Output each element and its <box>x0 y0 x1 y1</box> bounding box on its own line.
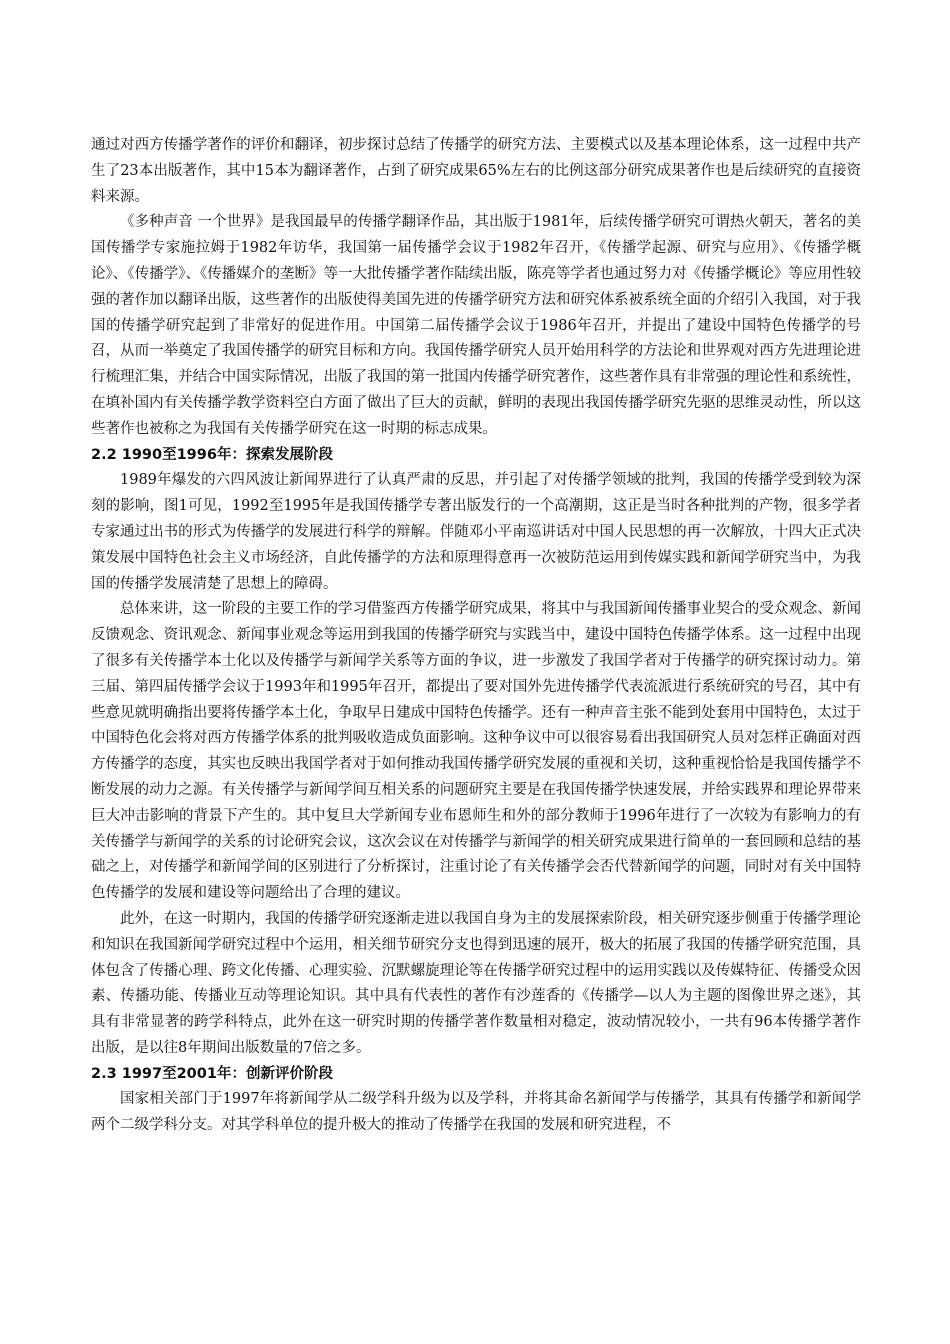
paragraph-2: 《多种声音 一个世界》是我国最早的传播学翻译作品，其出版于1981年，后续传播学研究可谓热火朝天，著名的美国传播学专家施拉姆于1982年访华，我国第一届传播学会议于1982年召开，《传播学起源、研究与应用》、《传播学概论》、《传播学》、《传播媒介的垄断》等一大批传播学著作陆续出版，陈亮等学者也通过努力对《传播学概论》等应用性较强的著作加以翻译出版，这些著作的出版使得美国先进的传播学研究方法和研究体系被系统全面的介绍引入我国，对于我国的传播学研究起到了非常好的促进作用。中国第二届传播学会议于1986年召开，并提出了建设中国特色传播学的号召，从而一举奠定了我国传播学的研究目标和方向。我国传播学研究人员开始用科学的方法论和世界观对西方先进理论进行梳理汇集，并结合中国实际情况，出版了我国的第一批国内传播学研究著作，这些著作具有非常强的理论性和系统性，在填补国内有关传播学教学资料空白方面了做出了巨大的贡献，鲜明的表现出我国传播学研究先驱的思维灵动性，所以这些著作也被称之为我国有关传播学研究在这一时期的标志成果。 <box>91 214 861 437</box>
paragraph-6: 国家相关部门于1997年将新闻学从二级学科升级为以及学科，并将其命名新闻学与传播学，其具有传播学和新闻学两个二级学科分支。对其学科单位的提升极大的推动了传播学在我国的发展和研究进程，不 <box>91 1091 861 1134</box>
document-body <box>91 133 861 1139</box>
paragraph-3: 1989年爆发的六四风波让新闻界进行了认真严肃的反思，并引起了对传播学领域的批判，我国的传播学受到较为深刻的影响，图1可见，1992至1995年是我国传播学专著出版发行的一个高潮期，这正是当时各种批判的产物，很多学者专家通过出书的形式为传播学的发展进行科学的辩解。伴随邓小平南巡讲话对中国人民思想的再一次解放，十四大正式决策发展中国特色社会主义市场经济，自此传播学的方法和原理得意再一次被防范运用到传媒实践和新闻学研究当中，为我国的传播学发展清楚了思想上的障碍。 <box>91 472 861 592</box>
section-heading-2-2: 2.2 1990至1996年：探索发展阶段 <box>91 446 333 463</box>
paragraph-4: 总体来讲，这一阶段的主要工作的学习借鉴西方传播学研究成果，将其中与我国新闻传播事业契合的受众观念、新闻反馈观念、资讯观念、新闻事业观念等运用到我国的传播学研究与实践当中，建设中国特色传播学体系。这一过程中出现了很多有关传播学本土化以及传播学与新闻学关系等方面的争议，进一步激发了我国学者对于传播学的研究探讨动力。第三届、第四届传播学会议于1993年和1995年召开，都提出了要对国外先进传播学代表流派进行系统研究的号召，其中有些意见就明确指出要将传播学本土化，争取早日建成中国特色传播学。还有一种声音主张不能到处套用中国特色，太过于中国特色化会将对西方传播学体系的批判吸收造成负面影响。这种争议中可以很容易看出我国研究人员对怎样正确面对西方传播学的态度，其实也反映出我国学者对于如何推动我国传播学研究发展的重视和关切，这种重视恰恰是我国传播学不断发展的动力之源。有关传播学与新闻学间互相关系的问题研究主要是在我国传播学快速发展，并给实践界和理论界带来巨大冲击影响的背景下产生的。其中复旦大学新闻专业布恩师生和外的部分教师于1996年进行了一次较为有影响力的有关传播学与新闻学的关系的讨论研究会议，这次会议在对传播学与新闻学的相关研究成果进行简单的一套回顾和总结的基础之上，对传播学和新闻学间的区别进行了分析探讨，注重讨论了有关传播学会否代替新闻学的问题，同时对有关中国特色传播学的发展和建设等问题给出了合理的建议。 <box>91 601 861 902</box>
paragraph-1: 通过对西方传播学著作的评价和翻译，初步探讨总结了传播学的研究方法、主要模式以及基本理论体系，这一过程中共产生了23本出版著作，其中15本为翻译著作，占到了研究成果65%左右的比例这部分研究成果著作也是后续研究的直接资料来源。 <box>91 137 861 205</box>
paragraph-5: 此外，在这一时期内，我国的传播学研究逐渐走进以我国自身为主的发展探索阶段，相关研究逐步侧重于传播学理论和知识在我国新闻学研究过程中个运用，相关细节研究分支也得到迅速的展开，极大的拓展了我国的传播学研究范围，具体包含了传播心理、跨文化传播、心理实验、沉默螺旋理论等在传播学研究过程中的运用实践以及传媒特征、传播受众因素、传播功能、传播业互动等理论知识。其中具有代表性的著作有沙莲香的《传播学—以人为主题的图像世界之迷》，其具有非常显著的跨学科特点，此外在这一研究时期的传播学著作数量相对稳定，波动情况较小，一共有96本传播学著作出版，是以往8年期间出版数量的7倍之多。 <box>91 910 861 1056</box>
section-heading-2-3: 2.3 1997至2001年：创新评价阶段 <box>91 1065 333 1082</box>
